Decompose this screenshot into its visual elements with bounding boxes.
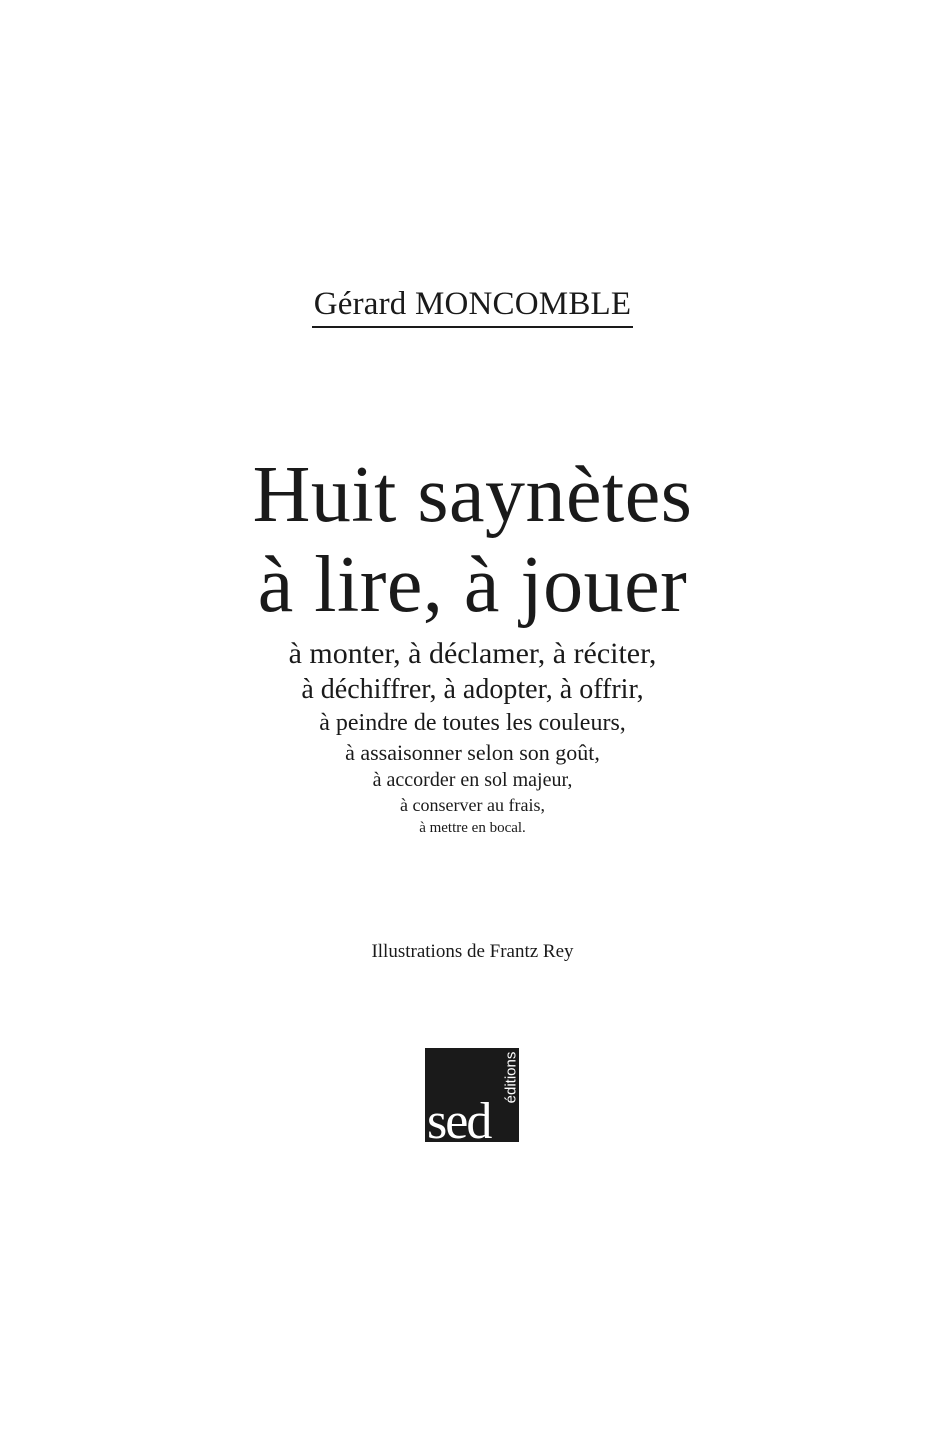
subtitle-line: à déchiffrer, à adopter, à offrir, — [301, 674, 644, 705]
subtitle-line: à monter, à déclamer, à réciter, — [288, 637, 657, 670]
subtitle-line: à conserver au frais, — [400, 795, 545, 815]
author-name: Gérard MONCOMBLE — [312, 284, 634, 328]
illustrations-credit: Illustrations de Frantz Rey — [371, 941, 574, 962]
title-line-2: à lire, à jouer — [257, 541, 688, 629]
logo-editions-text: éditions — [502, 1051, 519, 1104]
author-block — [0, 284, 945, 328]
logo-sed-text: sed — [427, 1093, 491, 1142]
title-line-1: Huit saynètes — [252, 451, 693, 539]
subtitle-line: à mettre en bocal. — [419, 820, 526, 836]
subtitle-line: à peindre de toutes les couleurs, — [319, 710, 626, 736]
publisher-logo — [425, 1048, 519, 1142]
subtitle-block — [0, 636, 945, 839]
book-title — [0, 450, 945, 630]
subtitle-line: à assaisonner selon son goût, — [345, 740, 600, 765]
subtitle-line: à accorder en sol majeur, — [372, 769, 573, 791]
